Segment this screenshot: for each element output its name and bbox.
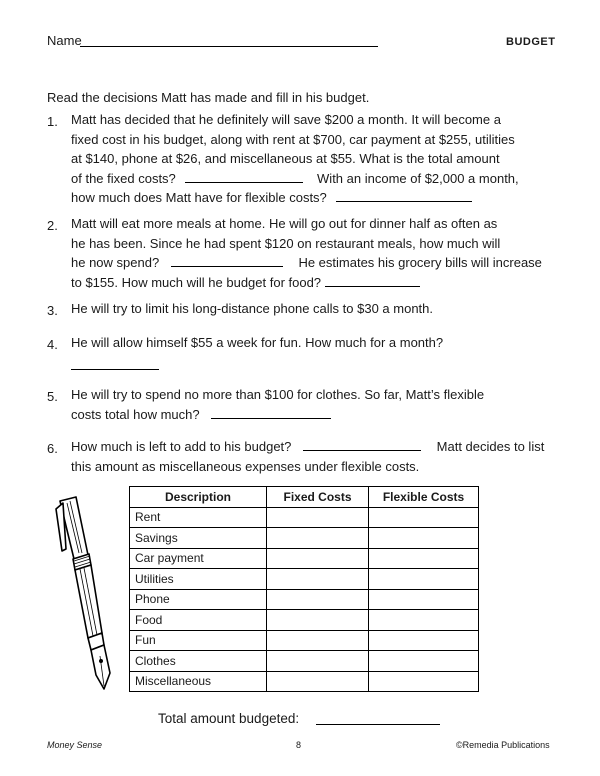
flexible-cost-cell[interactable] (369, 651, 479, 672)
fixed-cost-cell[interactable] (267, 569, 369, 590)
name-blank-line[interactable] (80, 46, 378, 47)
question-4 (71, 333, 571, 372)
question-1 (71, 110, 571, 208)
flexible-cost-cell[interactable] (369, 610, 479, 631)
footer-publisher: ©Remedia Publications (456, 740, 550, 750)
table-row (130, 569, 479, 590)
question-text-line: at $140, phone at $26, and miscellaneous at $55. What is the total amount (71, 151, 500, 166)
question-text-line: With an income of $2,000 a month, (317, 170, 519, 186)
instructions: Read the decisions Matt has made and fill in his budget. (47, 90, 370, 105)
row-label: Utilities (130, 569, 267, 590)
flexible-cost-cell[interactable] (369, 548, 479, 569)
answer-blank-food[interactable] (325, 274, 420, 287)
fixed-cost-cell[interactable] (267, 507, 369, 528)
table-row (130, 528, 479, 549)
question-text-line: of the fixed costs? (71, 170, 176, 186)
fixed-cost-cell[interactable] (267, 630, 369, 651)
column-header-description: Description (130, 487, 267, 508)
answer-blank-flexible-total[interactable] (211, 406, 331, 419)
question-text-line: to $155. How much will he budget for food? (71, 274, 322, 290)
total-budgeted-blank[interactable] (316, 724, 440, 725)
fixed-cost-cell[interactable] (267, 528, 369, 549)
flexible-cost-cell[interactable] (369, 630, 479, 651)
fixed-cost-cell[interactable] (267, 610, 369, 631)
question-text-line: He will try to spend no more than $100 for clothes. So far, Matt’s flexible (71, 387, 485, 402)
question-number: 4. (47, 337, 58, 352)
answer-blank-fixed-total[interactable] (185, 170, 303, 183)
flexible-cost-cell[interactable] (369, 528, 479, 549)
table-row (130, 671, 479, 692)
row-label: Miscellaneous (130, 671, 267, 692)
table-row (130, 589, 479, 610)
question-2 (71, 214, 571, 292)
row-label: Phone (130, 589, 267, 610)
table-row (130, 651, 479, 672)
table-row (130, 630, 479, 651)
flexible-cost-cell[interactable] (369, 589, 479, 610)
question-text-line: Matt has decided that he definitely will save $200 a month. It will become a (71, 112, 501, 127)
question-text-line: How much is left to add to his budget? (71, 439, 292, 454)
row-label: Fun (130, 630, 267, 651)
budget-table (129, 486, 479, 692)
table-row (130, 507, 479, 528)
fixed-cost-cell[interactable] (267, 548, 369, 569)
total-budgeted-label: Total amount budgeted: (158, 711, 300, 726)
column-header-flexible-costs: Flexible Costs (369, 487, 479, 508)
page-title: BUDGET (506, 36, 556, 48)
row-label: Savings (130, 528, 267, 549)
flexible-cost-cell[interactable] (369, 569, 479, 590)
table-header-row (130, 487, 479, 508)
question-text-line: he now spend? (71, 255, 160, 270)
column-header-fixed-costs: Fixed Costs (267, 487, 369, 508)
row-label: Car payment (130, 548, 267, 569)
name-label: Name (47, 33, 82, 48)
question-text-line: costs total how much? (71, 406, 200, 422)
question-text-line: He estimates his grocery bills will increase (298, 255, 542, 270)
question-text-line: he has been. Since he had spent $120 on restaurant meals, how much will (71, 235, 501, 251)
flexible-cost-cell[interactable] (369, 671, 479, 692)
fixed-cost-cell[interactable] (267, 671, 369, 692)
row-label: Food (130, 610, 267, 631)
question-number: 6. (47, 441, 58, 456)
page-number: 8 (296, 740, 302, 750)
question-6 (71, 437, 581, 476)
fixed-cost-cell[interactable] (267, 651, 369, 672)
question-text-line: this amount as miscellaneous expenses under flexible costs. (71, 458, 420, 474)
answer-blank-restaurant[interactable] (171, 254, 283, 267)
answer-blank-left[interactable] (303, 438, 421, 451)
answer-blank-fun-month[interactable] (71, 357, 159, 370)
flexible-cost-cell[interactable] (369, 507, 479, 528)
footer-book-title: Money Sense (47, 740, 103, 750)
fixed-cost-cell[interactable] (267, 589, 369, 610)
question-number: 5. (47, 389, 58, 404)
fountain-pen-icon (38, 493, 118, 698)
question-text-line: how much does Matt have for flexible costs? (71, 190, 327, 205)
answer-blank-flexible-amount[interactable] (336, 189, 472, 202)
question-number: 2. (47, 218, 58, 233)
question-3 (71, 299, 571, 319)
question-number: 1. (47, 114, 58, 129)
question-number: 3. (47, 303, 58, 318)
table-row (130, 610, 479, 631)
row-label: Clothes (130, 651, 267, 672)
table-row (130, 548, 479, 569)
row-label: Rent (130, 507, 267, 528)
question-text-line: fixed cost in his budget, along with rent at $700, car payment at $255, utilities (71, 131, 515, 147)
question-text-line: He will try to limit his long-distance phone calls to $30 a month. (71, 301, 434, 316)
question-text-line: He will allow himself $55 a week for fun. How much for a month? (71, 335, 444, 350)
question-text-line: Matt decides to list (436, 439, 545, 454)
question-text-line: Matt will eat more meals at home. He will go out for dinner half as often as (71, 216, 498, 231)
question-5 (71, 385, 571, 424)
